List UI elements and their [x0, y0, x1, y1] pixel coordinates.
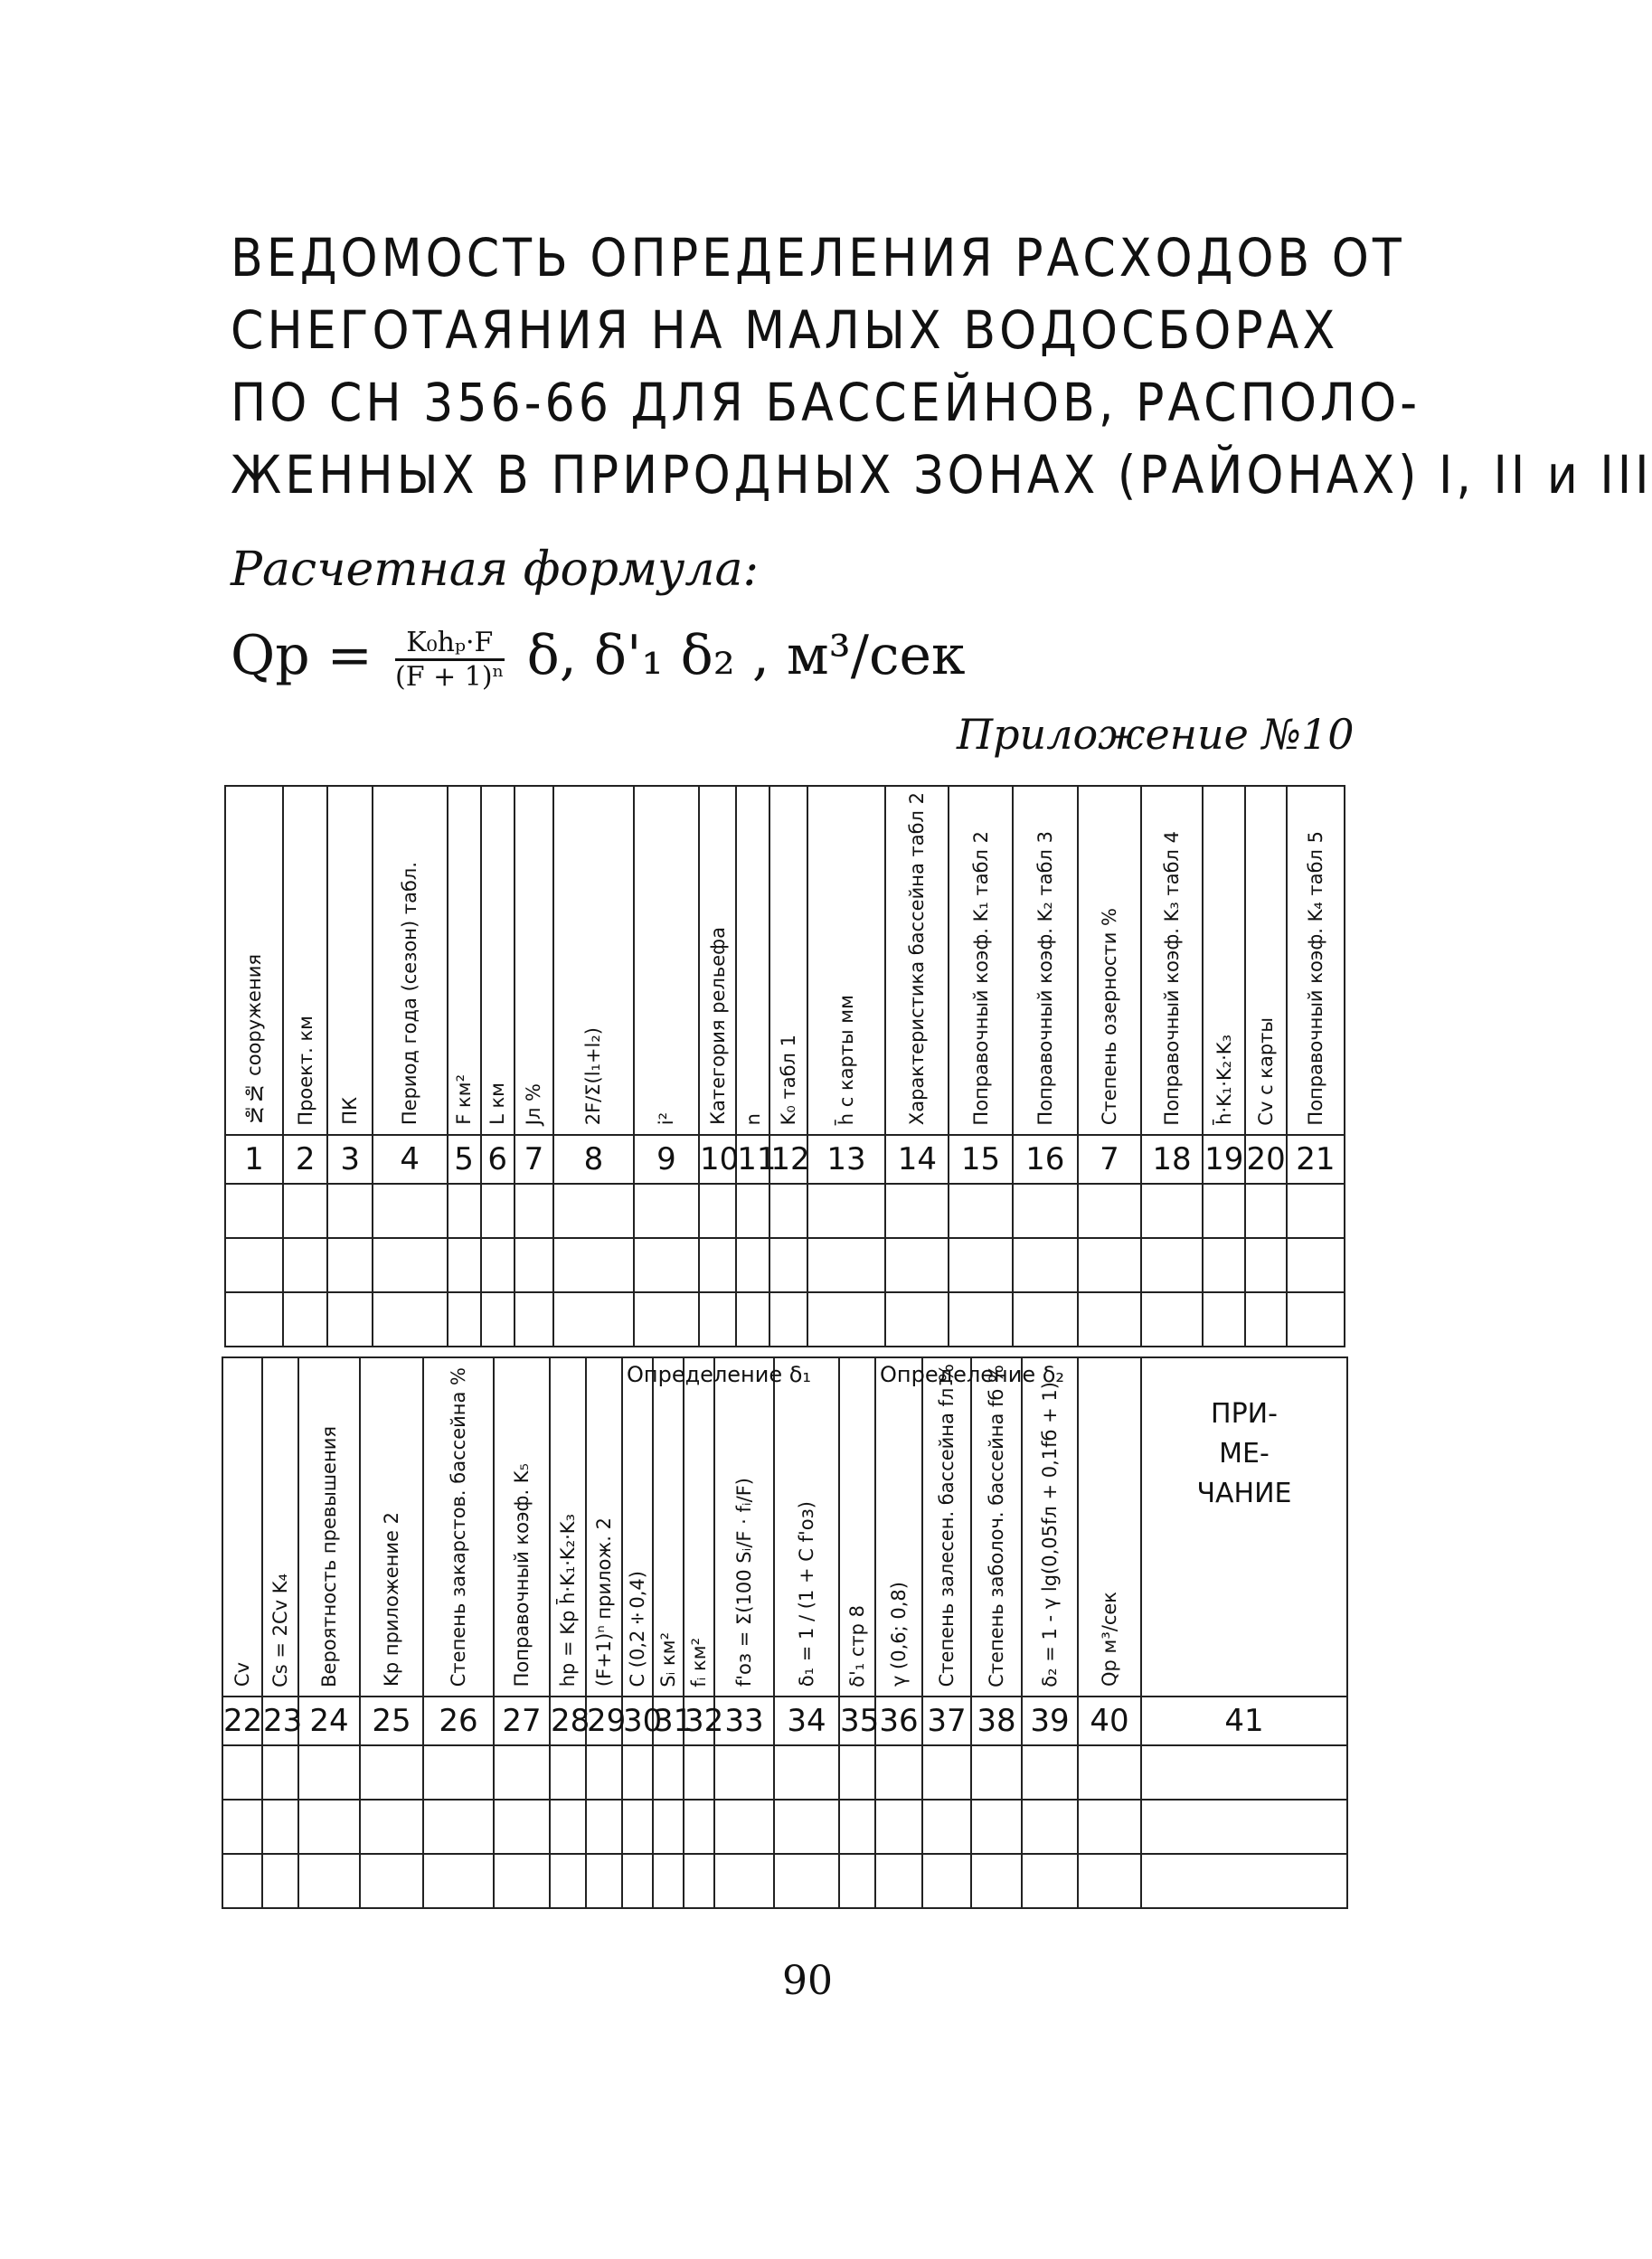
col-header: h̄·K₁·K₂·K₃: [1213, 1035, 1235, 1126]
col-number: 16: [1013, 1135, 1078, 1184]
col-header: (F+1)ⁿ прилож. 2: [593, 1517, 615, 1687]
col-header: Вероятность превышения: [318, 1425, 340, 1687]
col-number: 40: [1078, 1697, 1141, 1745]
table-upper-header-row: [225, 786, 1345, 1135]
document-title: [231, 222, 1652, 511]
table-lower-number-row: [222, 1697, 1347, 1745]
col-number: 9: [634, 1135, 699, 1184]
col-number: 14: [885, 1135, 949, 1184]
col-number: 24: [298, 1697, 360, 1745]
col-number: 18: [1141, 1135, 1203, 1184]
col-number: 7: [514, 1135, 553, 1184]
calculation-formula: [231, 624, 966, 693]
col-header: Qр м³/сек: [1099, 1592, 1120, 1687]
appendix-label: Приложение №10: [957, 710, 1355, 759]
col-header: Sᵢ км²: [657, 1631, 679, 1687]
col-header: K₀ табл 1: [778, 1034, 800, 1126]
formula-lhs: Qp =: [231, 624, 373, 687]
col-number: 3: [327, 1135, 373, 1184]
col-header: δ₁ = 1 / (1 + C f'оз): [796, 1501, 817, 1687]
col-number: 23: [262, 1697, 298, 1745]
formula-label: Расчетная формула:: [231, 543, 759, 597]
col-header: Проект. км: [294, 1015, 316, 1126]
col-number: 41: [1141, 1697, 1347, 1745]
col-number: 15: [949, 1135, 1012, 1184]
col-number: 27: [494, 1697, 550, 1745]
table-row: [225, 1184, 1345, 1238]
col-header: №№ сооружения: [242, 953, 265, 1126]
group-header-delta2: Определение δ₂: [880, 1362, 1065, 1387]
col-header: Cv: [231, 1662, 253, 1687]
col-number: 32: [684, 1697, 714, 1745]
col-header: L км: [486, 1082, 509, 1126]
col-header: Поправочный коэф. K₁ табл 2: [969, 830, 992, 1126]
col-header: Поправочный коэф. K₅: [511, 1462, 533, 1687]
col-number: 25: [360, 1697, 423, 1745]
col-header-remarks: ПРИ-МЕ-ЧАНИЕ: [1196, 1398, 1292, 1509]
formula-numerator: K₀hₚ·F: [395, 627, 505, 661]
col-header: fᵢ км²: [688, 1637, 710, 1687]
col-header: δ₂ = 1 - γ lg(0,05fл + 0,1fб + 1): [1039, 1381, 1061, 1687]
col-header: Поправочный коэф. K₂ табл 3: [1034, 830, 1056, 1126]
col-header: γ (0,6; 0,8): [888, 1582, 910, 1687]
col-header: Cv с карты: [1255, 1016, 1278, 1126]
col-header: Степень закарстов. бассейна %: [448, 1367, 469, 1687]
col-header: Cs = 2Cv K₄: [269, 1573, 291, 1687]
col-header: Jл %: [523, 1082, 545, 1126]
col-header: f'оз = Σ(100 Sᵢ/F · fᵢ/F): [733, 1478, 755, 1687]
table-row: [225, 1238, 1345, 1292]
col-header: n: [741, 1112, 764, 1126]
col-number: 31: [653, 1697, 684, 1745]
col-header: C (0,2÷0,4): [627, 1570, 648, 1687]
title-line-3: ПО СН 356-66 ДЛЯ БАССЕЙНОВ, РАСПОЛО-: [231, 372, 1421, 433]
col-header: Поправочный коэф. K₃ табл 4: [1160, 830, 1183, 1126]
col-number: 35: [839, 1697, 875, 1745]
col-header: Kp приложение 2: [381, 1512, 402, 1687]
table-row: [222, 1854, 1347, 1908]
col-header: h̄ с карты мм: [835, 994, 857, 1126]
col-number: 10: [699, 1135, 736, 1184]
table-lower-header-row: [222, 1357, 1347, 1697]
col-number: 20: [1245, 1135, 1286, 1184]
col-number: 13: [807, 1135, 886, 1184]
table-upper: [224, 785, 1345, 1347]
col-header: Характеристика бассейна табл 2: [906, 792, 929, 1126]
col-number: 28: [550, 1697, 586, 1745]
col-header: Поправочный коэф. K₄ табл 5: [1304, 830, 1326, 1126]
col-header: F км²: [453, 1074, 476, 1126]
group-header-delta1: Определение δ₁: [627, 1362, 812, 1387]
col-number: 4: [373, 1135, 448, 1184]
col-number: 19: [1203, 1135, 1245, 1184]
formula-denominator: (F + 1)ⁿ: [395, 660, 505, 693]
col-number: 11: [736, 1135, 769, 1184]
col-header: 2F/Σ(l₁+l₂): [582, 1026, 605, 1126]
col-number: 21: [1287, 1135, 1345, 1184]
col-number: 12: [769, 1135, 807, 1184]
formula-rhs: δ, δ'₁ δ₂ , м³/сек: [526, 624, 966, 687]
title-line-2: СНЕГОТАЯНИЯ НА МАЛЫХ ВОДОСБОРАХ: [231, 299, 1339, 361]
col-number: 2: [283, 1135, 328, 1184]
page-number: 90: [782, 1958, 833, 2004]
col-header: ПК: [339, 1097, 362, 1126]
col-number: 6: [481, 1135, 514, 1184]
col-number: 26: [423, 1697, 494, 1745]
col-number: 22: [222, 1697, 262, 1745]
title-line-1: ВЕДОМОСТЬ ОПРЕДЕЛЕНИЯ РАСХОДОВ ОТ: [231, 227, 1405, 288]
col-header: hp = Kp h̄·K₁·K₂·K₃: [557, 1514, 579, 1687]
col-header: i²: [655, 1111, 677, 1126]
col-number: 36: [875, 1697, 922, 1745]
col-number: 1: [225, 1135, 283, 1184]
col-number: 37: [922, 1697, 971, 1745]
col-header: δ'₁ стр 8: [846, 1604, 868, 1687]
col-number: 38: [971, 1697, 1022, 1745]
col-number: 33: [714, 1697, 774, 1745]
col-number: 34: [774, 1697, 839, 1745]
col-number: 29: [586, 1697, 622, 1745]
col-number: 5: [448, 1135, 481, 1184]
title-line-4: ЖЕННЫХ В ПРИРОДНЫХ ЗОНАХ (РАЙОНАХ) I, II и III: [231, 444, 1652, 506]
table-row: [222, 1745, 1347, 1800]
table-upper-number-row: [225, 1135, 1345, 1184]
col-number: 30: [622, 1697, 653, 1745]
col-header: Степень заболоч. бассейна fб %: [986, 1364, 1007, 1687]
table-lower: [222, 1356, 1346, 1909]
table-row: [225, 1292, 1345, 1347]
col-number: 39: [1022, 1697, 1078, 1745]
col-header: Период года (сезон) табл.: [399, 862, 421, 1126]
col-number: 8: [553, 1135, 634, 1184]
col-header: Степень озерности %: [1098, 908, 1120, 1126]
col-header: Категория рельефа: [706, 927, 729, 1126]
col-header: Степень залесен. бассейна fл %: [936, 1364, 958, 1687]
col-number: 7: [1078, 1135, 1141, 1184]
formula-fraction: [395, 627, 505, 693]
table-row: [222, 1800, 1347, 1854]
